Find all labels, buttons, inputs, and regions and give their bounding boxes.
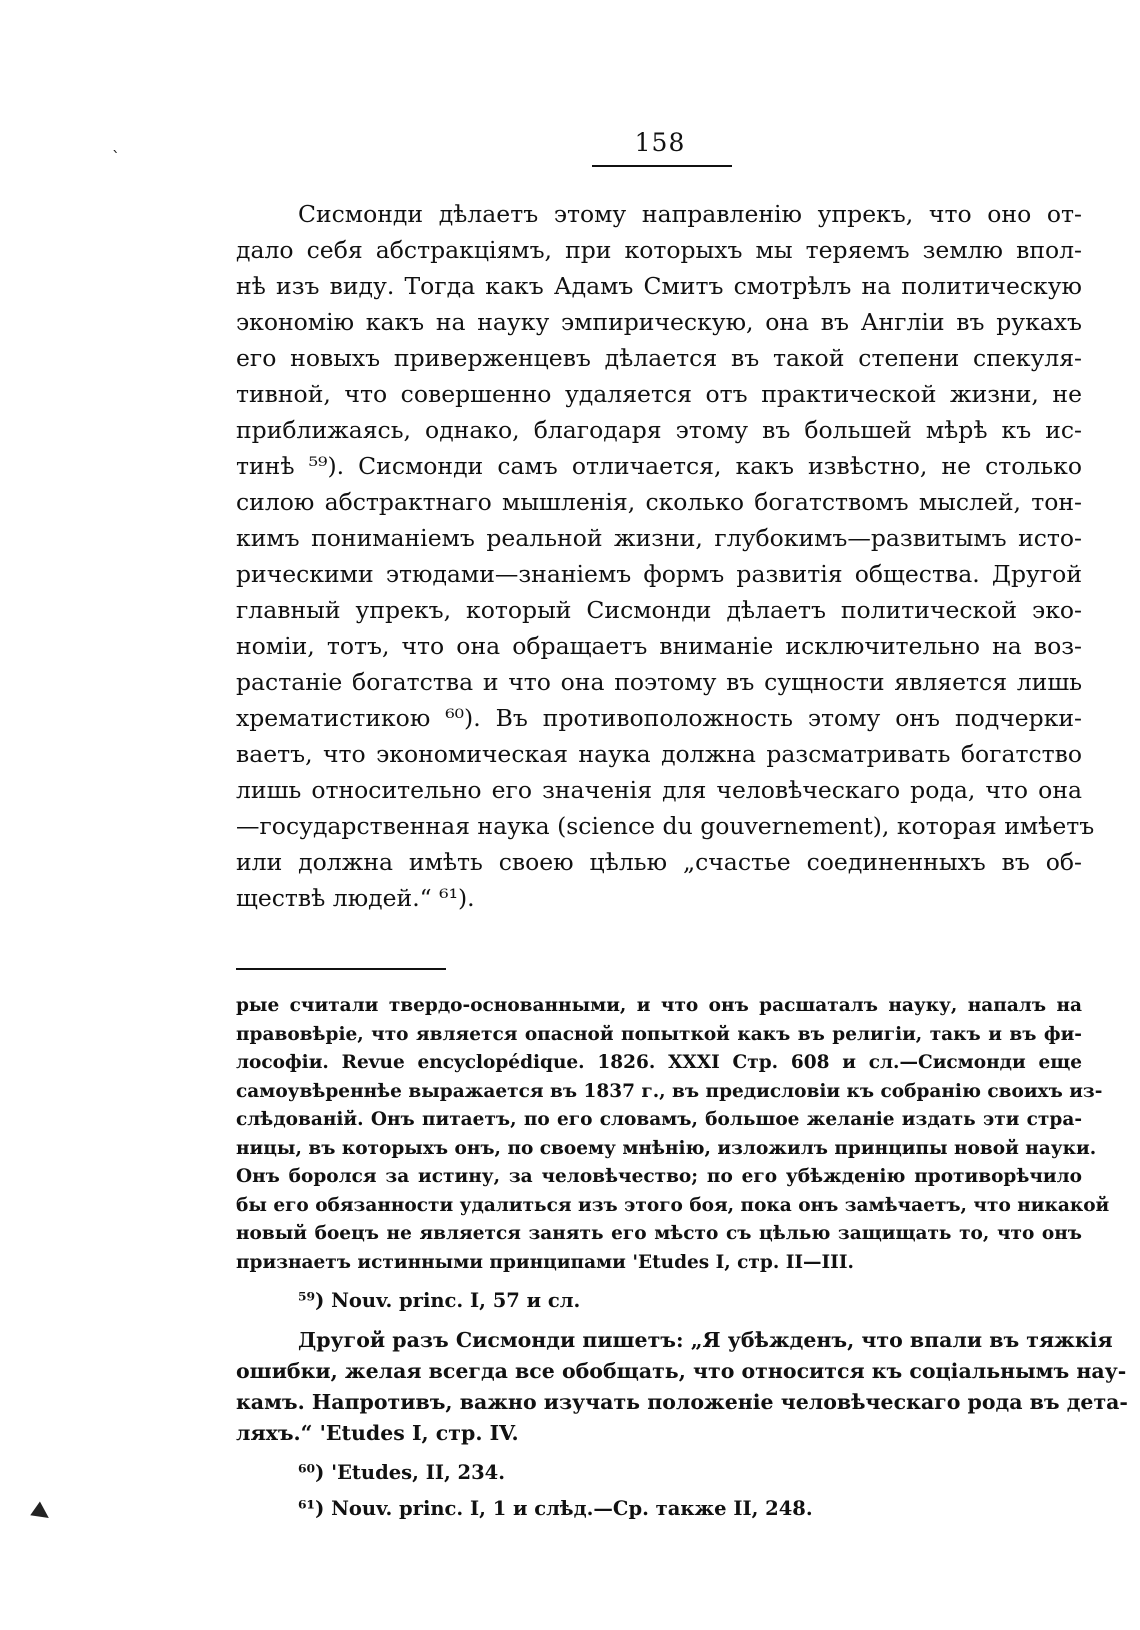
footnote-59-ref: ⁵⁹) Nouv. princ. I, 57 и сл. <box>298 1289 581 1312</box>
footnote-separator <box>236 968 446 970</box>
page-number-rule <box>592 165 732 167</box>
text-line: растаніе богатства и что она поэтому въ сущности является лишь <box>236 668 1082 696</box>
text-line: Сисмонди дѣлаетъ этому направленію упрекъ, что оно от- <box>298 200 1082 228</box>
text-line: ваетъ, что экономическая наука должна разсматривать богатство <box>236 740 1082 768</box>
text-line: дало себя абстракціямъ, при которыхъ мы теряемъ землю впол- <box>236 236 1082 264</box>
footnote-line: Другой разъ Сисмонди пишетъ: „Я убѣжденъ, что впали въ тяжкія <box>298 1328 1113 1352</box>
footnote-60-ref: ⁶⁰) 'Etudes, II, 234. <box>298 1461 506 1484</box>
footnote-line: бы его обязанности удалиться изъ этого боя, пока онъ замѣчаетъ, что никакой <box>236 1194 1110 1216</box>
footnote-line: лософіи. Revue encyclopédique. 1826. XXXI Стр. 608 и сл.—Сисмонди еще <box>236 1052 1082 1073</box>
text-line: нѣ изъ виду. Тогда какъ Адамъ Смитъ смотрѣлъ на политическую <box>236 272 1082 300</box>
footnote-continuation <box>236 992 1110 1277</box>
text-line: приближаясь, однако, благодаря этому въ большей мѣрѣ къ ис- <box>236 416 1082 444</box>
footnote-line: самоувѣреннѣе выражается въ 1837 г., въ предисловіи къ собранію своихъ из- <box>236 1080 1103 1102</box>
text-line: экономію какъ на науку эмпирическую, она въ Англіи въ рукахъ <box>236 308 1082 336</box>
text-line: силою абстрактнаго мышленія, сколько богатствомъ мыслей, тон- <box>236 488 1082 516</box>
page-number: 158 <box>634 128 686 157</box>
scan-speck: ` <box>112 148 120 167</box>
footnote-61-ref: ⁶¹) Nouv. princ. I, 1 и слѣд.—Ср. также II, 248. <box>298 1497 813 1520</box>
footnote-59-quote <box>236 1325 1128 1449</box>
text-line: номіи, тотъ, что она обращаетъ вниманіе исключительно на воз- <box>236 632 1082 660</box>
text-line: или должна имѣть своею цѣлью „счастье соединенныхъ въ об- <box>236 848 1082 876</box>
text-line: лишь относительно его значенія для человѣческаго рода, что она <box>236 776 1082 804</box>
text-line: тивной, что совершенно удаляется отъ практической жизни, не <box>236 380 1082 408</box>
footnote-line: ляхъ.“ 'Etudes I, стр. IV. <box>236 1421 519 1445</box>
text-line: тинѣ ⁵⁹). Сисмонди самъ отличается, какъ извѣстно, не столько <box>236 452 1082 480</box>
footnotes <box>236 992 1128 1527</box>
footnote-line: новый боецъ не является занять его мѣсто съ цѣлью защищать то, что онъ <box>236 1223 1082 1244</box>
text-line: его новыхъ приверженцевъ дѣлается въ такой степени спекуля- <box>236 344 1082 372</box>
text-line: кимъ пониманіемъ реальной жизни, глубокимъ—развитымъ исто- <box>236 524 1082 552</box>
footnote-line: слѣдованій. Онъ питаетъ, по его словамъ, большое желаніе издать эти стра- <box>236 1109 1082 1130</box>
main-paragraph <box>236 196 1095 916</box>
text-line: хрематистикою ⁶⁰). Въ противоположность этому онъ подчерки- <box>236 704 1082 732</box>
scan-speck: ▶ <box>28 1497 57 1528</box>
footnote-line: ошибки, желая всегда все обобщать, что относится къ соціальнымъ нау- <box>236 1359 1127 1383</box>
footnote-line: признаетъ истинными принципами 'Etudes I, стр. II—III. <box>236 1251 854 1273</box>
text-line: главный упрекъ, который Сисмонди дѣлаетъ политической эко- <box>236 596 1082 624</box>
footnote-line: камъ. Напротивъ, важно изучать положеніе человѣческаго рода въ дета- <box>236 1390 1128 1414</box>
text-line: рическими этюдами—знаніемъ формъ развитія общества. Другой <box>236 560 1082 588</box>
footnote-line: ницы, въ которыхъ онъ, по своему мнѣнію, изложилъ принципы новой науки. <box>236 1137 1097 1159</box>
text-line: ществѣ людей.“ ⁶¹). <box>236 884 475 912</box>
footnote-line: рые считали твердо-основанными, и что онъ расшаталъ науку, напалъ на <box>236 995 1082 1016</box>
footnote-line: правовѣріе, что является опасной попыткой какъ въ религіи, такъ и въ фи- <box>236 1023 1082 1045</box>
text-line: —государственная наука (science du gouvernement), которая имѣетъ <box>236 812 1095 840</box>
footnote-line: Онъ боролся за истину, за человѣчество; по его убѣжденію противорѣчило <box>236 1166 1082 1187</box>
